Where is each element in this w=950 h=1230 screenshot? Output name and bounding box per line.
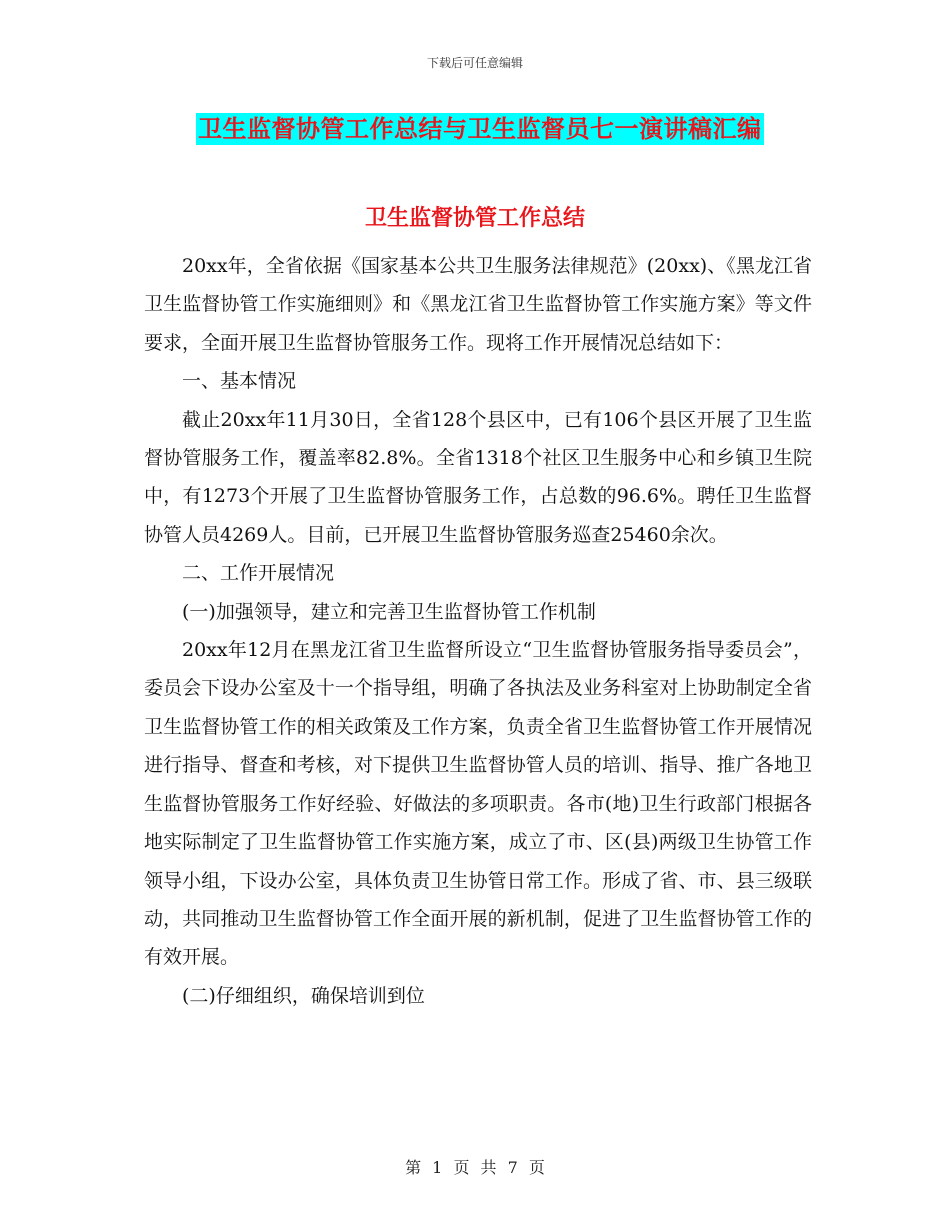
document-title-container: [196, 113, 764, 145]
body-paragraph: 截止20xx年11月30日，全省128个县区中，已有106个县区开展了卫生监督协管服务工作，覆盖率82.8%。全省1318个社区卫生服务中心和乡镇卫生院中，有1273个开展了卫生监督协管服务工作，占总数的96.6%。聘任卫生监督协管人员4269人。目前，已开展卫生监督协管服务巡查25460余次。: [144, 408, 812, 546]
section-heading-basic-situation: 一、基本情况: [182, 370, 297, 393]
document-body: [144, 247, 812, 1015]
subsection-heading: (一)加强领导，建立和完善卫生监督协管工作机制: [182, 600, 596, 623]
body-paragraph: 20xx年，全省依据《国家基本公共卫生服务法律规范》(20xx)、《黑龙江省卫生监督协管工作实施细则》和《黑龙江省卫生监督协管工作实施方案》等文件要求，全面开展卫生监督协管服务工作。现将工作开展情况总结如下：: [144, 255, 812, 354]
page-header-note: 下载后可任意编辑: [426, 56, 523, 70]
body-paragraph: 20xx年12月在黑龙江省卫生监督所设立“卫生监督协管服务指导委员会”，委员会下设办公室及十一个指导组，明确了各执法及业务科室对上协助制定全省卫生监督协管工作的相关政策及工作方案，负责全省卫生监督协管工作开展情况进行指导、督查和考核，对下提供卫生监督协管人员的培训、指导、推广各地卫生监督协管服务工作好经验、好做法的多项职责。各市(地)卫生行政部门根据各地实际制定了卫生监督协管工作实施方案，成立了市、区(县)两级卫生协管工作领导小组，下设办公室，具体负责卫生协管日常工作。形成了省、市、县三级联动，共同推动卫生监督协管工作全面开展的新机制，促进了卫生监督协管工作的有效开展。: [144, 639, 812, 969]
page-number-footer: 第 1 页 共 7 页: [405, 1158, 545, 1177]
subsection-heading: (二)仔细组织，确保培训到位: [182, 984, 425, 1007]
section-heading-work-progress: 二、工作开展情况: [182, 562, 335, 585]
section-title: 卫生监督协管工作总结: [364, 205, 585, 231]
document-title: 卫生监督协管工作总结与卫生监督员七一演讲稿汇编: [198, 114, 762, 143]
